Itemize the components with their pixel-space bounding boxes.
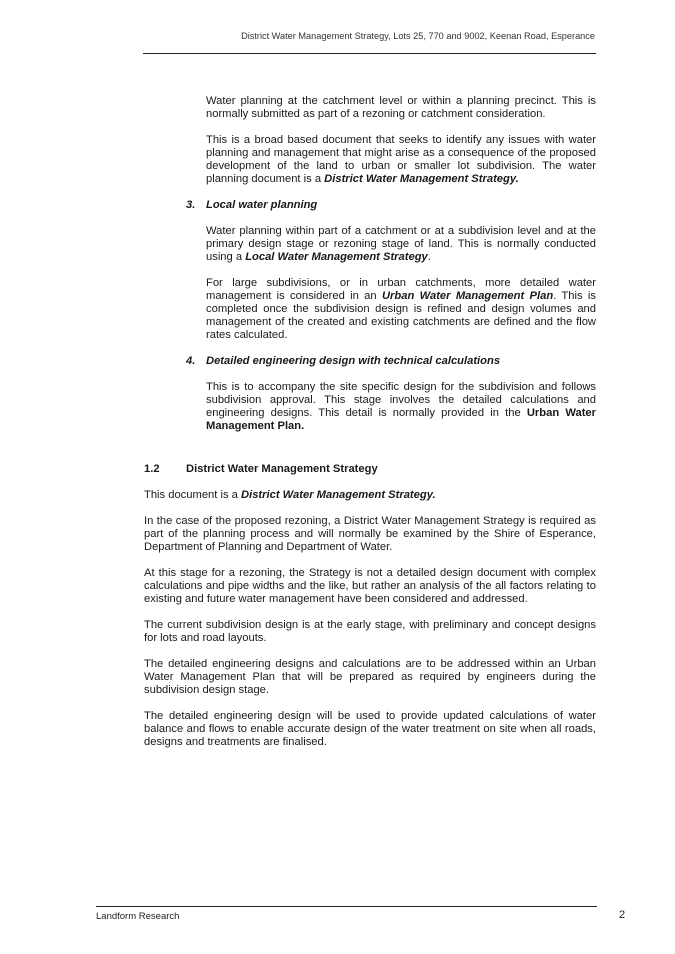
item-4-paragraph-1-emphasis: Urban Water Management Plan. bbox=[206, 407, 596, 432]
item-3-heading bbox=[186, 199, 596, 212]
section-paragraph-3: At this stage for a rezoning, the Strategy is not a detailed design document with complex calculations and pipe widths and the like, but rather an analysis of the all factors relating to existing and future water management have been considered and addressed. bbox=[144, 567, 596, 605]
item-3-paragraph-1-emphasis: Local Water Management Strategy bbox=[245, 251, 428, 263]
intro-paragraph-2-emphasis: District Water Management Strategy. bbox=[324, 173, 519, 185]
intro-paragraph-2-text: This is a broad based document that seeks to identify any issues with water planning and management that might arise as a consequence of the proposed development of the land to urban or smaller lot subdivision. The water planning document is a bbox=[206, 134, 596, 185]
item-3-paragraph-1-text: Water planning within part of a catchment or at a subdivision level and at the primary design stage or rezoning stage of land. This is normally conducted using a bbox=[206, 225, 596, 263]
intro-paragraph-1: Water planning at the catchment level or within a planning precinct. This is normally submitted as part of a rezoning or catchment consideration. bbox=[206, 95, 596, 120]
item-3-title: Local water planning bbox=[206, 199, 318, 211]
item-4-paragraph-1 bbox=[206, 381, 596, 433]
section-paragraph-1-text: This document is a bbox=[144, 489, 242, 501]
section-number: 1.2 bbox=[144, 463, 160, 475]
section-paragraph-5: The detailed engineering designs and calculations are to be addressed within an Urban Water Management Plan that will be prepared as required by engineers during the subdivision design stage. bbox=[144, 658, 596, 696]
item-3-paragraph-2 bbox=[206, 277, 596, 342]
section-paragraph-2: In the case of the proposed rezoning, a District Water Management Strategy is required as part of the planning process and will normally be examined by the Shire of Esperance, Department of Planning and Department of Water. bbox=[144, 515, 596, 553]
page-header-title: District Water Management Strategy, Lots 25, 770 and 9002, Keenan Road, Esperance bbox=[241, 31, 595, 41]
intro-paragraph-2 bbox=[206, 134, 596, 186]
item-3-paragraph-2-text: For large subdivisions, or in urban catchments, more detailed water management is considered in an bbox=[206, 277, 596, 302]
section-paragraph-4: The current subdivision design is at the early stage, with preliminary and concept designs for lots and road layouts. bbox=[144, 619, 596, 644]
footer-company: Landform Research bbox=[96, 911, 180, 922]
document-body bbox=[144, 95, 596, 762]
section-title: District Water Management Strategy bbox=[186, 463, 378, 475]
section-paragraph-6: The detailed engineering design will be used to provide updated calculations of water balance and flows to enable accurate design of the water treatment on site when all roads, designs and treatments are finalised. bbox=[144, 710, 596, 748]
page-number: 2 bbox=[619, 909, 626, 921]
item-3-paragraph-2-emphasis: Urban Water Management Plan bbox=[381, 290, 554, 302]
section-1-2-heading bbox=[144, 463, 596, 476]
item-4-number: 4. bbox=[186, 355, 196, 367]
item-3-paragraph-1-end: . bbox=[427, 251, 431, 263]
footer-divider bbox=[96, 906, 597, 907]
item-3-number: 3. bbox=[186, 199, 196, 211]
item-4-title: Detailed engineering design with technical calculations bbox=[206, 355, 501, 367]
item-4-paragraph-1-text: This is to accompany the site specific design for the subdivision and follows subdivision approval. This stage involves the detailed calculations and engineering designs. This detail is normally provided in the bbox=[206, 381, 596, 419]
item-4-heading bbox=[186, 355, 596, 368]
item-3-paragraph-1 bbox=[206, 225, 596, 264]
header-divider bbox=[143, 53, 596, 54]
section-paragraph-1 bbox=[144, 489, 596, 502]
item-3-paragraph-2-end: . This is completed once the subdivision design is refined and design volumes and management of the created and existing catchments are defined and the flow rates calculated. bbox=[206, 290, 596, 341]
section-paragraph-1-emphasis: District Water Management Strategy. bbox=[241, 489, 436, 501]
